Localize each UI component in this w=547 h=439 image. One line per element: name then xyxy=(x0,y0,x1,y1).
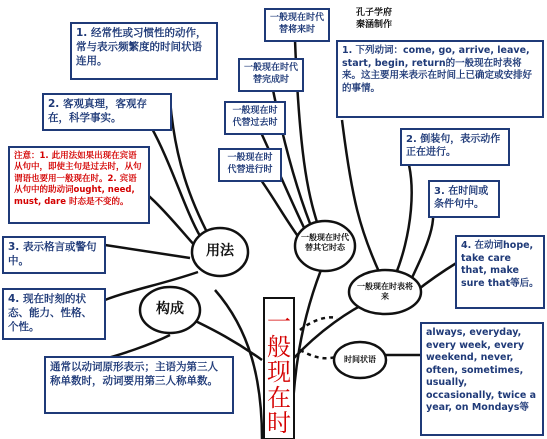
replace-past-box xyxy=(224,101,286,135)
usage-note-3-text: 3. 表示格言或警句中。 xyxy=(8,241,97,267)
usage-note-3 xyxy=(2,236,106,274)
future-note-2-text: 2. 倒装句，表示动作正在进行。 xyxy=(406,134,501,159)
adverbials-node-label: 时间状语 xyxy=(344,355,376,364)
usage-note-2 xyxy=(42,93,172,131)
center-title-text: 一般现在时 xyxy=(267,308,291,437)
center-title xyxy=(264,310,294,436)
corner-label-line1: 孔子学府 xyxy=(355,8,392,18)
replace-future-text: 一般现在时代替将来时 xyxy=(270,13,325,35)
replace-past-text: 一般现在时代替过去时 xyxy=(232,106,278,128)
replace-other-node-label: 一般现在时代替其它时态 xyxy=(301,233,349,252)
replace-perfect-text: 一般现在时代替完成时 xyxy=(244,63,299,85)
corner-label xyxy=(344,8,404,31)
structure-node xyxy=(146,301,194,319)
future-note-3-text: 3. 在时间或条件句中。 xyxy=(434,186,489,211)
replace-other-node xyxy=(298,233,352,253)
usage-note-4-text: 4. 现在时刻的状态、能力、性格、个性。 xyxy=(8,293,92,333)
future-note-4-text: 4. 在动词hope, take care that, make sure that等后。 xyxy=(461,240,539,289)
replace-future-box xyxy=(264,8,330,42)
usage-node-label: 用法 xyxy=(206,243,234,259)
usage-warning-note xyxy=(8,146,150,224)
structure-note-text: 通常以动词原形表示；主语为第三人称单数时，动词要用第三人称单数。 xyxy=(50,361,218,387)
adverbials-node xyxy=(336,355,384,365)
replace-perfect-box xyxy=(238,58,304,92)
usage-note-2-text: 2. 客观真理，客观存在，科学事实。 xyxy=(48,98,147,124)
future-note-4 xyxy=(455,235,545,309)
usage-note-1-text: 1. 经常性或习惯性的动作，常与表示频繁度的时间状语连用。 xyxy=(76,27,207,67)
future-node-label: 一般现在时表将来 xyxy=(357,282,413,301)
replace-progressive-text: 一般现在时代替进行时 xyxy=(227,153,273,175)
usage-warning-note-text: 注意：1. 此用法如果出现在宾语从句中，即使主句是过去时，从句谓语也要用一般现在时。2. 宾语从句中的助动词ought, need, must, dare 时态是不变的。 xyxy=(14,151,142,207)
adverbial-list-text: always, everyday, every week, every weekend, never, often, sometimes, usually, occasionally, twice a year, on Mondays等 xyxy=(426,327,537,414)
structure-node-label: 构成 xyxy=(156,301,184,317)
future-note-1 xyxy=(336,40,544,118)
future-node xyxy=(357,282,413,302)
future-note-1-text: 1. 下列动词：come, go, arrive, leave, start, begin, return的一般现在时表将来。这主要用来表示在时间上已确定或安排好的事情。 xyxy=(342,45,533,94)
usage-node xyxy=(196,243,244,261)
corner-label-line2: 秦涵制作 xyxy=(355,19,392,30)
future-note-2 xyxy=(400,128,510,166)
structure-note xyxy=(44,356,234,414)
adverbial-list xyxy=(420,322,544,436)
future-note-3 xyxy=(428,180,500,218)
usage-note-4 xyxy=(2,288,106,340)
replace-progressive-box xyxy=(218,148,282,182)
usage-note-1 xyxy=(70,22,218,80)
